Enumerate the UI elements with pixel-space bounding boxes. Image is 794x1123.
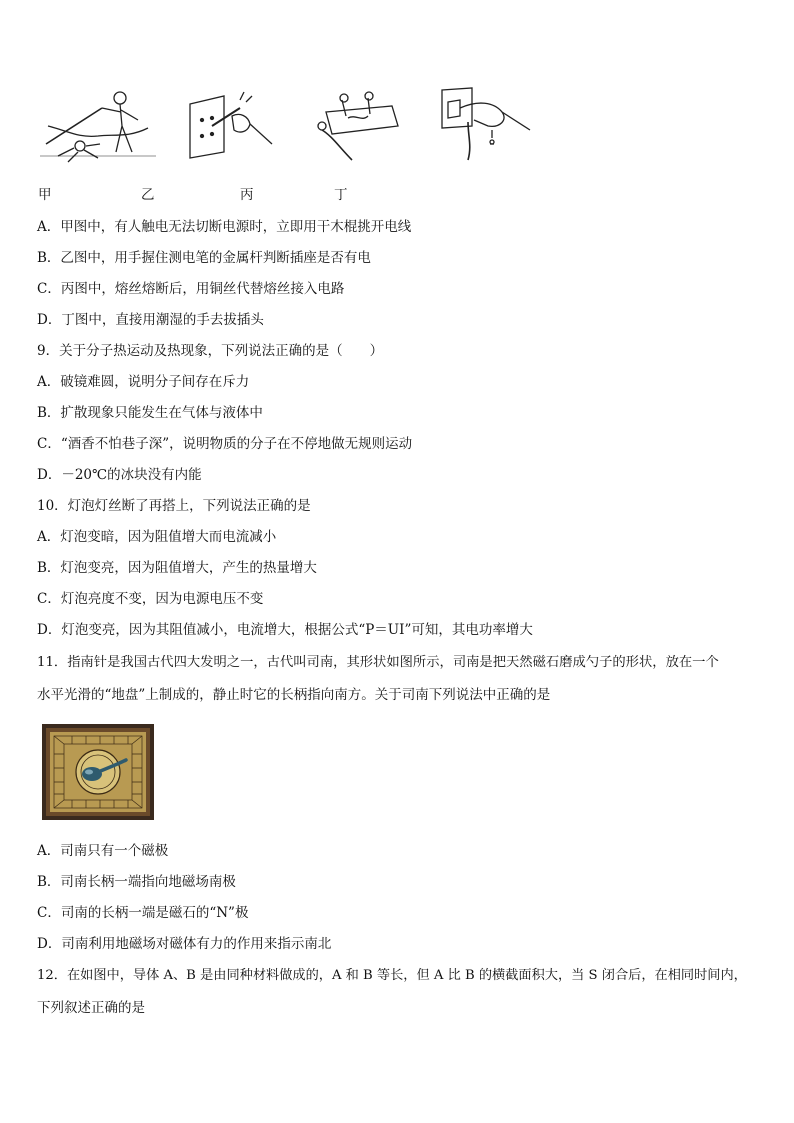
q8-option-c: C．丙图中，熔丝熔断后，用铜丝代替熔丝接入电路 — [37, 281, 345, 297]
q8-option-a: A．甲图中，有人触电无法切断电源时，立即用干木棍挑开电线 — [37, 219, 412, 235]
q10-option-b: B．灯泡变亮，因为阻值增大，产生的热量增大 — [37, 560, 317, 576]
figure-label-bing: 丙 — [240, 187, 254, 203]
q10-option-a: A．灯泡变暗，因为阻值增大而电流减小 — [37, 529, 277, 545]
figure-yi-illustration — [184, 86, 279, 164]
q9-option-c: C．“酒香不怕巷子深”，说明物质的分子在不停地做无规则运动 — [37, 436, 413, 452]
q9-stem: 9．关于分子热运动及热现象，下列说法正确的是（ ） — [37, 343, 384, 359]
figure-label-ding: 丁 — [334, 187, 348, 203]
q12-stem-line1: 12．在如图中，导体 A、B 是由同种材料做成的，A 和 B 等长，但 A 比 B 的横截面积大，当 S 闭合后，在相同时间内， — [37, 968, 747, 983]
q12-stem-line2: 下列叙述正确的是 — [37, 1000, 145, 1016]
q10-option-d: D．灯泡变亮，因为其阻值减小，电流增大，根据公式“P＝UI”可知，其电功率增大 — [37, 622, 533, 638]
sinan-compass-image — [42, 724, 154, 820]
q8-option-d: D．丁图中，直接用潮湿的手去拔插头 — [37, 312, 264, 328]
q11-stem-line1: 11．指南针是我国古代四大发明之一，古代叫司南，其形状如图所示，司南是把天然磁石磨成勺子的形状，放在一个 — [37, 655, 719, 670]
q11-option-c: C．司南的长柄一端是磁石的“N”极 — [37, 905, 249, 921]
q8-option-b: B．乙图中，用手握住测电笔的金属杆判断插座是否有电 — [37, 250, 371, 266]
q9-option-d: D．－20℃的冰块没有内能 — [37, 467, 202, 483]
q9-option-a: A．破镜难圆，说明分子间存在斥力 — [37, 374, 250, 390]
figure-bing-illustration — [312, 86, 407, 164]
figure-label-yi: 乙 — [141, 187, 155, 203]
q11-stem-line2: 水平光滑的“地盘”上制成的，静止时它的长柄指向南方。关于司南下列说法中正确的是 — [37, 687, 551, 703]
q9-option-b: B．扩散现象只能发生在气体与液体中 — [37, 405, 263, 421]
q10-stem: 10．灯泡灯丝断了再搭上，下列说法正确的是 — [37, 498, 311, 514]
figure-ding-illustration — [438, 86, 538, 164]
figure-jia-illustration — [38, 86, 158, 164]
q11-option-b: B．司南长柄一端指向地磁场南极 — [37, 874, 236, 890]
q10-option-c: C．灯泡亮度不变，因为电源电压不变 — [37, 591, 264, 607]
figure-label-jia: 甲 — [38, 187, 52, 203]
q11-option-a: A．司南只有一个磁极 — [37, 843, 169, 859]
safety-figures — [34, 86, 554, 166]
q11-option-d: D．司南利用地磁场对磁体有力的作用来指示南北 — [37, 936, 332, 952]
